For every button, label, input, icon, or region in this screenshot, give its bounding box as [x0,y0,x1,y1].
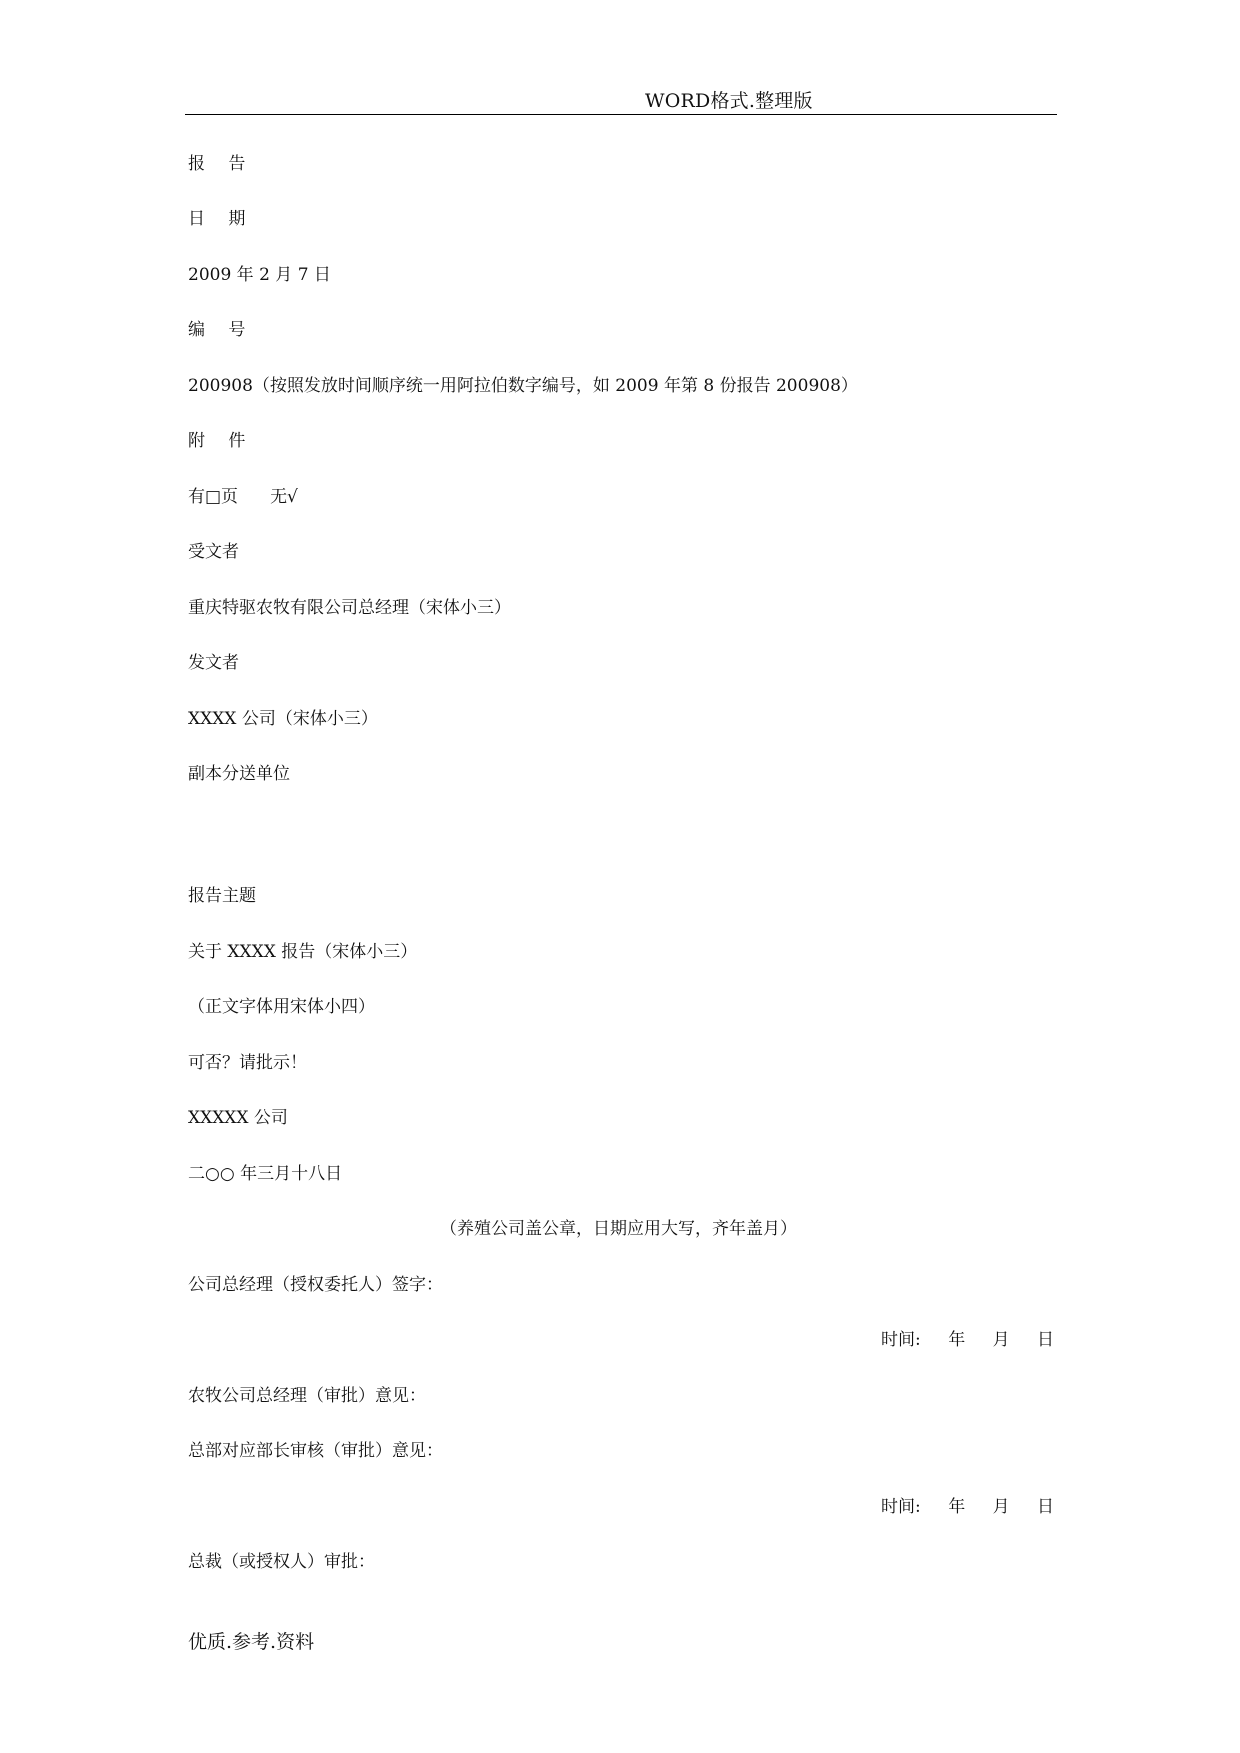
attachment-options [188,485,298,509]
attachment-label: 附 件 [188,431,255,451]
attachment-no-option: 无√ [270,487,298,507]
approval-request: 可否？请批示！ [188,1053,307,1073]
time-label: 时间: [881,1497,921,1517]
body-font-note: （正文字体用宋体小四） [188,997,375,1017]
date-label: 日 期 [188,209,255,229]
recipient-value: 重庆特驱农牧有限公司总经理（宋体小三） [188,598,511,618]
signature-date-row-1 [881,1328,1054,1352]
month-label: 月 [992,1497,1010,1517]
gm-signature-label: 公司总经理（授权委托人）签字： [188,1275,443,1295]
company-name: XXXXX 公司 [188,1108,288,1128]
president-approval-label: 总裁（或授权人）审批： [188,1552,375,1572]
copy-recipients-label: 副本分送单位 [188,764,290,784]
month-label: 月 [992,1330,1010,1350]
subject-label: 报告主题 [188,886,256,906]
report-label: 报 告 [188,154,255,174]
page-footer-text: 优质.参考.资料 [188,1631,315,1653]
attachment-yes-option: 有□页 [188,487,239,507]
seal-note: （养殖公司盖公章，日期应用大写，齐年盖月） [440,1219,797,1239]
year-label: 年 [948,1330,966,1350]
number-label: 编 号 [188,320,255,340]
time-label: 时间: [881,1330,921,1350]
agri-gm-opinion-label: 农牧公司总经理（审批）意见： [188,1386,426,1406]
signature-date-row-2 [881,1495,1054,1519]
header-divider [185,114,1057,115]
number-value: 200908（按照发放时间顺序统一用阿拉伯数字编号，如 2009 年第 8 份报告 200908） [188,376,858,396]
sender-label: 发文者 [188,653,239,673]
sender-value: XXXX 公司（宋体小三） [188,709,378,729]
recipient-label: 受文者 [188,542,239,562]
day-label: 日 [1037,1330,1054,1350]
subject-value: 关于 XXXX 报告（宋体小三） [188,942,418,962]
date-value: 2009 年 2 月 7 日 [188,265,331,285]
date-written: 二○○ 年三月十八日 [188,1164,343,1184]
day-label: 日 [1037,1497,1054,1517]
page-header-title: WORD格式.整理版 [645,90,813,112]
hq-review-opinion-label: 总部对应部长审核（审批）意见： [188,1441,443,1461]
year-label: 年 [948,1497,966,1517]
